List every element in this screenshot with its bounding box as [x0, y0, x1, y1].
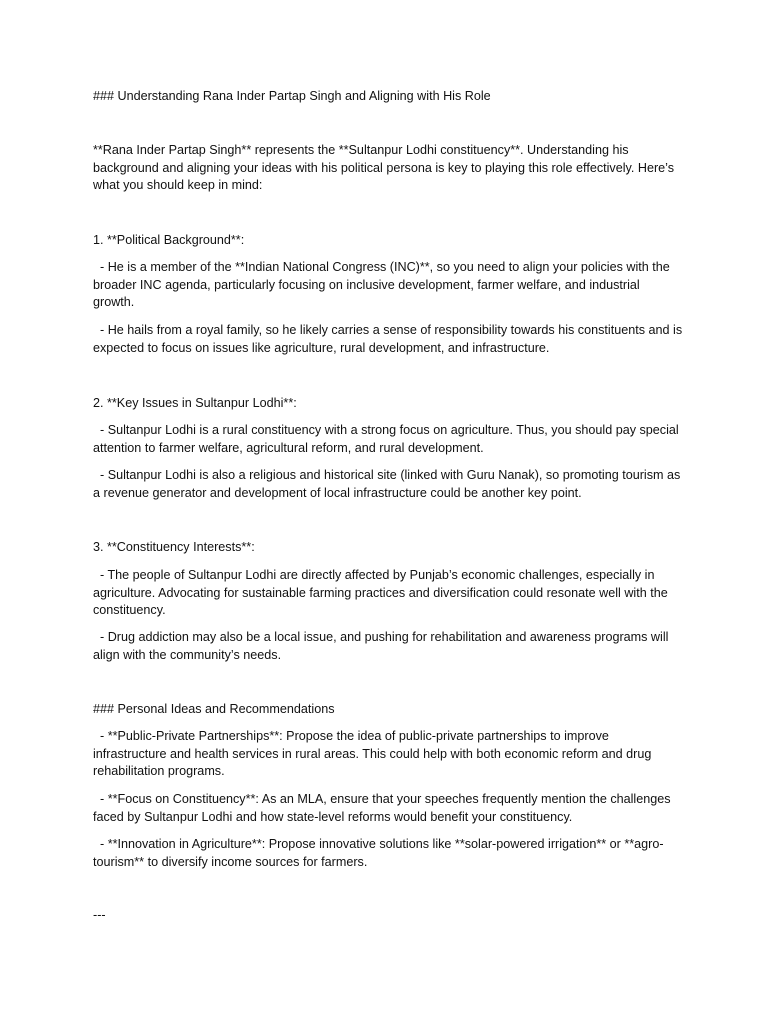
- section-title-constituency-interests: 3. **Constituency Interests**:: [93, 540, 255, 554]
- section-point: - He is a member of the **Indian National Congress (INC)**, so you need to align your policies with the broader INC agenda, particularly focusing on inclusive development, farmer welfare, and industrial growth.: [93, 260, 674, 310]
- section-title-key-issues: 2. **Key Issues in Sultanpur Lodhi**:: [93, 396, 297, 410]
- section-point: - The people of Sultanpur Lodhi are directly affected by Punjab’s economic challenges, especially in agriculture. Advocating for sustainable farming practices and diversification could resonate well with the constituency.: [93, 568, 672, 618]
- section-point: - He hails from a royal family, so he likely carries a sense of responsibility towards his constituents and is expected to focus on issues like agriculture, rural development, and infrastructure.: [93, 323, 686, 355]
- intro-paragraph: **Rana Inder Partap Singh** represents the **Sultanpur Lodhi constituency**. Understanding his background and aligning your ideas with his political persona is key to playing this role effectively. Here’s what you should keep in mind:: [93, 143, 678, 193]
- recommendation-item: - **Innovation in Agriculture**: Propose innovative solutions like **solar-powered irrigation** or **agro-tourism** to diversify income sources for farmers.: [93, 837, 664, 869]
- recommendation-item: - **Focus on Constituency**: As an MLA, ensure that your speeches frequently mention the challenges faced by Sultanpur Lodhi and how state-level reforms would benefit your constituency.: [93, 792, 675, 824]
- separator-line: ---: [93, 908, 106, 922]
- heading-recommendations: ### Personal Ideas and Recommendations: [93, 702, 335, 716]
- heading-understanding: ### Understanding Rana Inder Partap Singh and Aligning with His Role: [93, 89, 491, 103]
- section-point: - Sultanpur Lodhi is a rural constituency with a strong focus on agriculture. Thus, you should pay special attention to farmer welfare, agricultural reform, and rural development.: [93, 423, 683, 455]
- section-point: - Sultanpur Lodhi is also a religious and historical site (linked with Guru Nanak), so promoting tourism as a revenue generator and development of local infrastructure could be another key point.: [93, 468, 684, 500]
- recommendation-item: - **Public-Private Partnerships**: Propose the idea of public-private partnerships to improve infrastructure and health services in rural areas. This could help with both economic reform and drug rehabilitation programs.: [93, 729, 655, 779]
- section-title-political-background: 1. **Political Background**:: [93, 233, 245, 247]
- section-point: - Drug addiction may also be a local issue, and pushing for rehabilitation and awareness programs will align with the community’s needs.: [93, 630, 672, 662]
